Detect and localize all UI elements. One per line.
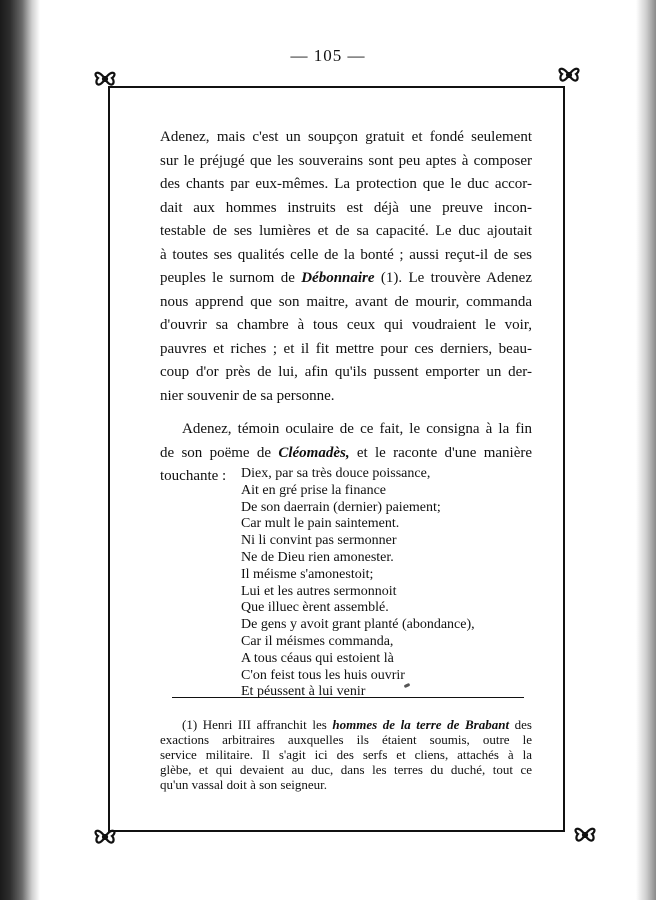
text-line: nier souvenir de sa personne. [160, 387, 335, 404]
text-line [160, 267, 532, 291]
text-line: à toutes ses qualités celle de la bonté ; aussi reçut-il de ses [160, 246, 532, 263]
footnote-divider [172, 697, 524, 698]
verse-quote [241, 466, 541, 701]
corner-ornament-top-right-icon [554, 60, 584, 90]
text-line: Adenez, mais c'est un soupçon gratuit et fondé seulement [160, 129, 532, 145]
verse-line: Que illuec èrent assemblé. [241, 600, 389, 616]
verse-line: De son daerrain (dernier) paiement; [241, 499, 441, 515]
verse-line: C'on feist tous les huis ouvrir [241, 667, 405, 683]
footnote-line: glèbe, et qui devaient au duc, dans les terres du duché, tout ce [160, 762, 532, 777]
verse-line: Diex, par sa très douce poissance, [241, 466, 431, 481]
footnote [160, 717, 532, 792]
verse-line: Car mult le pain saintement. [241, 516, 400, 532]
text-line [160, 442, 532, 466]
verse-line: Ni li convint pas sermonner [241, 533, 397, 549]
text-line: sur le préjugé que les souverains sont peu aptes à composer [160, 152, 532, 169]
text-line: des chants par eux-mêmes. La protection que le duc accor- [160, 176, 532, 192]
verse-line: Ne de Dieu rien amonester. [241, 549, 394, 565]
text-run: des [509, 717, 532, 732]
verse-line: Lui et les autres sermonnoit [241, 583, 397, 599]
corner-ornament-bottom-left-icon [90, 822, 120, 852]
footnote-line: service militaire. Il s'agit ici des serfs et cliens, attachés à la [160, 747, 532, 762]
text-run: (1) Henri III affranchit les [182, 717, 333, 732]
footnote-line [160, 717, 532, 732]
footnote-line: qu'un vassal doit à son seigneur. [160, 777, 327, 792]
page-number: — 105 — [290, 46, 366, 65]
text-line: dait aux hommes instruits est déjà une preuve incon- [160, 199, 532, 216]
corner-ornament-top-left-icon [90, 64, 120, 94]
text-line: touchante : [160, 468, 227, 484]
emphasis-cleomades: Cléomadès, [278, 444, 350, 461]
text-run: (1). Le trouvère Adenez [374, 270, 532, 286]
scan-shadow-right [636, 0, 656, 900]
text-line: pauvres et riches ; et il fit mettre pour ces derniers, beau- [160, 340, 532, 357]
text-line: nous apprend que son maitre, avant de mourir, commanda [160, 293, 532, 310]
verse-line: Car il méismes commanda, [241, 633, 394, 649]
text-run: et le raconte d'une manière [349, 444, 533, 461]
text-line: d'ouvrir sa chambre à tous ceux qui voudraient le voir, [160, 317, 532, 333]
emphasis-debonnaire: Débonnaire [301, 270, 375, 286]
text-line: testable de ses lumières et de sa capacité. Le duc ajoutait [160, 223, 532, 239]
verse-line: Il méisme s'amonestoit; [241, 566, 374, 582]
verse-line: Ait en gré prise la finance [241, 482, 386, 498]
verse-line: A tous céaus qui estoient là [241, 650, 394, 666]
text-run: peuples le surnom de [160, 270, 302, 286]
verse-line: Et péussent à lui venir [241, 684, 366, 700]
emphasis-hommes-brabant: hommes de la terre de Brabant [332, 717, 510, 732]
text-run: de son poëme de [160, 444, 279, 461]
footnote-line: exactions arbitraires auxquelles ils étaient soumis, outre le [160, 732, 532, 747]
verse-line: De gens y avoit grant planté (abondance), [241, 617, 475, 633]
main-text [160, 126, 532, 489]
scan-shadow-left [0, 0, 40, 900]
corner-ornament-bottom-right-icon [570, 820, 600, 850]
text-line: Adenez, témoin oculaire de ce fait, le consigna à la fin [182, 421, 532, 437]
text-line: coup d'or près de lui, afin qu'ils pussent emporter un der- [160, 364, 532, 380]
